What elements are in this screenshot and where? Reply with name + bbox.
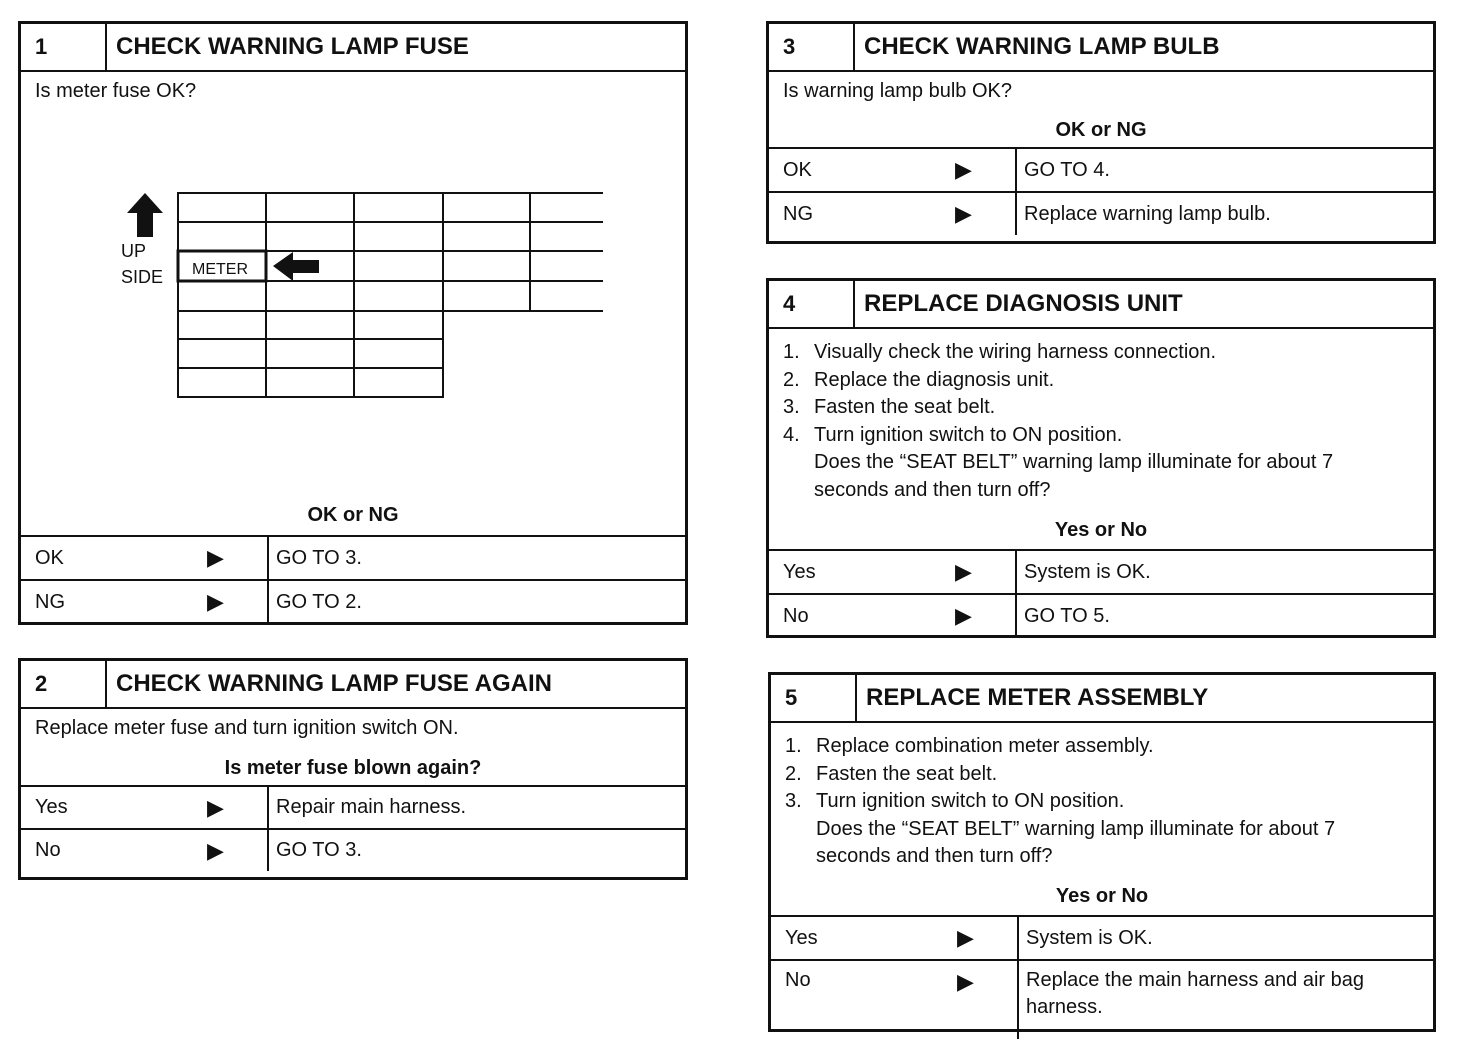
row-result: Repair main harness. xyxy=(267,787,685,828)
row-result: Replace the main harness and air bag harness. xyxy=(1017,961,1433,1039)
step-title: REPLACE DIAGNOSIS UNIT xyxy=(864,290,1183,317)
instruction-item xyxy=(785,733,1419,761)
row-label: No xyxy=(785,969,811,991)
row-result: GO TO 4. xyxy=(1015,149,1433,191)
step-number: 2 xyxy=(21,661,107,707)
step-3-header xyxy=(769,24,1433,72)
item-text: Fasten the seat belt. xyxy=(814,396,996,418)
item-number: 1. xyxy=(785,735,802,757)
item-number: 2. xyxy=(783,368,800,391)
item-number: 1. xyxy=(783,341,800,363)
step-number: 4 xyxy=(769,281,855,327)
instruction-item xyxy=(785,761,1419,789)
item-number: 3. xyxy=(783,396,800,418)
row-result: System is OK. xyxy=(1015,551,1433,593)
play-arrow-icon: ▶ xyxy=(955,201,972,226)
result-row xyxy=(769,191,1433,235)
row-result: GO TO 3. xyxy=(267,830,685,871)
step-3-box xyxy=(766,21,1436,244)
instruction-list xyxy=(771,723,1433,871)
step-question: OK or NG xyxy=(307,504,399,526)
meter-label: METER xyxy=(192,261,248,278)
fuse-block-diagram xyxy=(103,189,603,429)
side-label: SIDE xyxy=(121,267,164,287)
item-text: Fasten the seat belt. xyxy=(816,762,998,785)
row-label: No xyxy=(35,839,61,861)
step-5-box xyxy=(768,672,1436,1032)
row-label: OK xyxy=(35,546,64,569)
play-arrow-icon: ▶ xyxy=(207,837,224,863)
result-row xyxy=(769,593,1433,637)
play-arrow-icon: ▶ xyxy=(207,794,224,820)
item-number: 2. xyxy=(785,762,802,785)
step-4-header xyxy=(769,281,1433,329)
left-arrow-icon xyxy=(273,252,319,281)
step-4-box xyxy=(766,278,1436,638)
row-label: OK xyxy=(783,158,812,181)
item-number: 3. xyxy=(785,790,802,812)
row-label: Yes xyxy=(35,796,68,818)
step-title: CHECK WARNING LAMP BULB xyxy=(864,33,1220,60)
item-text: Does the “SEAT BELT” warning lamp illuminate for about 7 seconds and then turn off? xyxy=(816,817,1336,867)
row-result: Replace warning lamp bulb. xyxy=(1015,193,1433,235)
step-1-box xyxy=(18,21,688,625)
row-result: GO TO 2. xyxy=(267,581,685,623)
step-prompt: Is meter fuse OK? xyxy=(35,80,197,102)
step-title: CHECK WARNING LAMP FUSE xyxy=(116,33,469,60)
instruction-item xyxy=(783,394,1419,422)
step-title: REPLACE METER ASSEMBLY xyxy=(866,684,1209,711)
step-2-header xyxy=(21,661,685,709)
play-arrow-icon: ▶ xyxy=(207,589,224,614)
row-label: Yes xyxy=(785,926,818,949)
up-arrow-icon xyxy=(127,193,163,237)
row-label: No xyxy=(783,604,809,627)
result-row xyxy=(21,785,685,828)
instruction-list xyxy=(769,329,1433,504)
step-prompt: Replace meter fuse and turn ignition switch ON. xyxy=(35,717,459,739)
step-question: Yes or No xyxy=(1055,885,1149,907)
play-arrow-icon: ▶ xyxy=(955,157,972,182)
up-label: UP xyxy=(121,241,147,261)
step-5-header xyxy=(771,675,1433,723)
result-row xyxy=(21,535,685,579)
result-row xyxy=(769,549,1433,593)
row-result: GO TO 5. xyxy=(1015,595,1433,637)
play-arrow-icon: ▶ xyxy=(955,603,972,628)
play-arrow-icon: ▶ xyxy=(207,545,224,570)
play-arrow-icon: ▶ xyxy=(955,559,972,584)
instruction-item xyxy=(785,788,1419,816)
step-number: 1 xyxy=(21,24,107,70)
row-result: System is OK. xyxy=(1017,917,1433,959)
item-text: Does the “SEAT BELT” warning lamp illuminate for about 7 seconds and then turn off? xyxy=(814,451,1334,501)
instruction-item xyxy=(783,367,1419,395)
play-arrow-icon: ▶ xyxy=(957,925,974,950)
result-row xyxy=(771,959,1433,1033)
item-text: Replace combination meter assembly. xyxy=(816,735,1154,757)
item-text: Visually check the wiring harness connection. xyxy=(814,341,1217,363)
instruction-item xyxy=(783,449,1419,504)
row-result: GO TO 3. xyxy=(267,537,685,579)
step-question: Yes or No xyxy=(1054,519,1148,541)
step-number: 5 xyxy=(771,675,857,721)
item-text: Turn ignition switch to ON position. xyxy=(814,423,1123,446)
item-number xyxy=(783,449,814,504)
step-prompt: Is warning lamp bulb OK? xyxy=(783,80,1013,102)
step-title: CHECK WARNING LAMP FUSE AGAIN xyxy=(116,670,553,697)
step-1-header xyxy=(21,24,685,72)
item-number: 4. xyxy=(783,423,800,446)
step-question: Is meter fuse blown again? xyxy=(224,757,482,779)
item-number xyxy=(785,816,816,871)
row-label: NG xyxy=(35,590,65,613)
row-label: Yes xyxy=(783,560,816,583)
item-text: Turn ignition switch to ON position. xyxy=(816,790,1125,812)
row-label: NG xyxy=(783,202,813,225)
result-row xyxy=(21,828,685,871)
step-number: 3 xyxy=(769,24,855,70)
result-row xyxy=(769,147,1433,191)
step-2-box xyxy=(18,658,688,880)
result-row xyxy=(21,579,685,623)
step-question: OK or NG xyxy=(1055,119,1147,141)
result-row xyxy=(771,915,1433,959)
play-arrow-icon: ▶ xyxy=(957,969,974,994)
instruction-item xyxy=(783,339,1419,367)
instruction-item xyxy=(783,422,1419,450)
instruction-item xyxy=(785,816,1419,871)
item-text: Replace the diagnosis unit. xyxy=(814,368,1055,391)
